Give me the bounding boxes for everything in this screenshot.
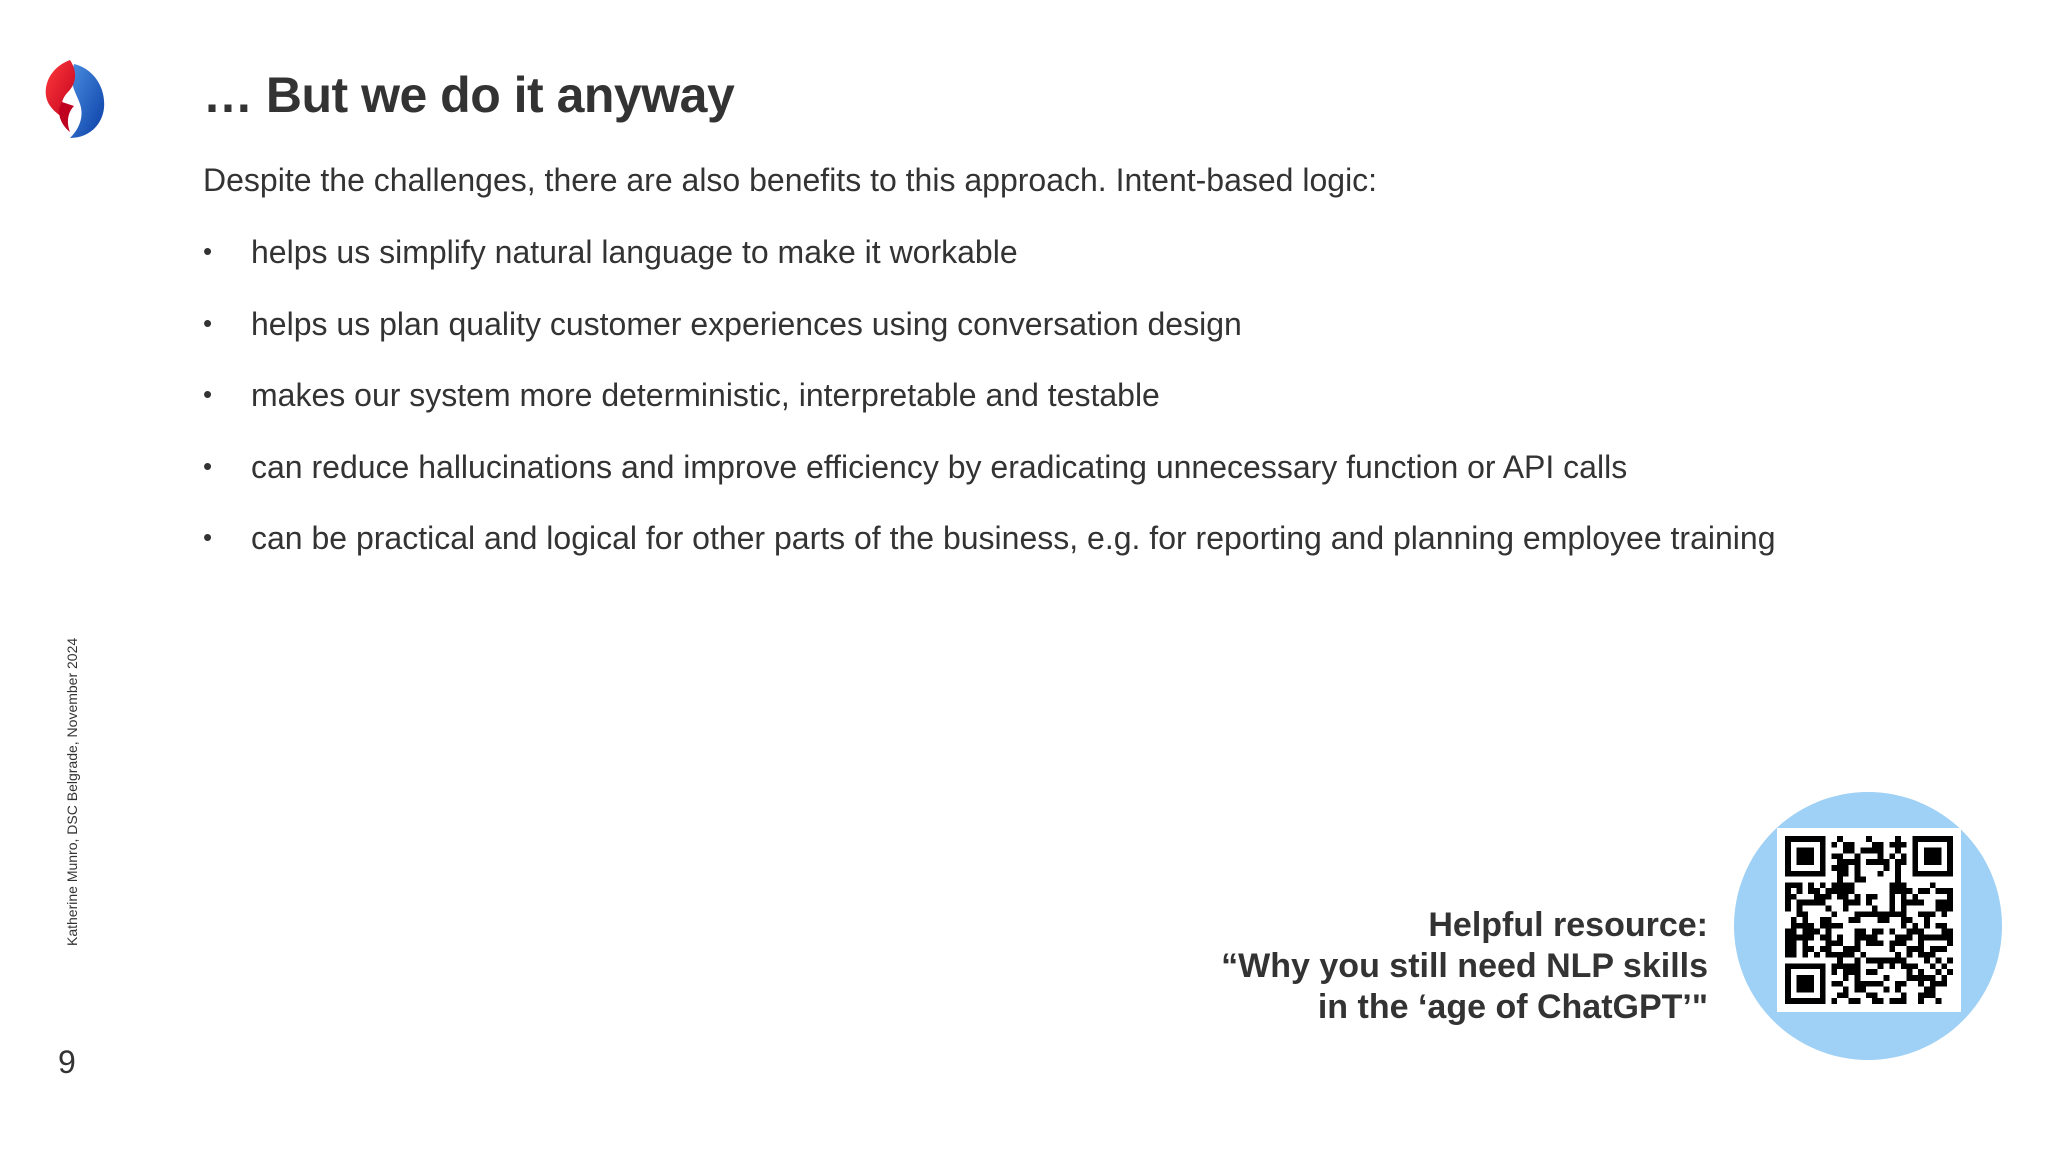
- bullet-icon: •: [203, 450, 213, 481]
- bullet-text: can reduce hallucinations and improve efficiency by eradicating unnecessary function or API calls: [251, 448, 1628, 485]
- bullet-text: helps us plan quality customer experiences using conversation design: [251, 305, 1242, 342]
- bullet-icon: •: [203, 307, 213, 338]
- qr-code[interactable]: [1777, 828, 1961, 1012]
- footer-author-text: Katherine Munro, DSC Belgrade, November 2024: [64, 637, 80, 946]
- resource-title-line-1: “Why you still need NLP skills: [1221, 947, 1708, 985]
- slide-title: … But we do it anyway: [203, 67, 735, 123]
- bullet-text: can be practical and logical for other parts of the business, e.g. for reporting and planning employee training: [251, 520, 1776, 556]
- bullet-icon: •: [203, 522, 213, 552]
- intro-text: Despite the challenges, there are also benefits to this approach. Intent-based logic:: [203, 162, 1378, 198]
- helpful-resource-text: [1221, 905, 1708, 1028]
- bullet-icon: •: [203, 236, 213, 266]
- qr-code-icon: [1785, 836, 1953, 1004]
- company-logo-icon: [40, 58, 108, 142]
- page-number: 9: [58, 1044, 76, 1080]
- resource-heading: Helpful resource:: [1428, 906, 1708, 944]
- bullet-text: makes our system more deterministic, interpretable and testable: [251, 377, 1160, 413]
- bullet-icon: •: [203, 379, 213, 409]
- bullet-text: helps us simplify natural language to make it workable: [251, 234, 1018, 270]
- resource-title-line-2: in the ‘age of ChatGPT’": [1317, 988, 1708, 1026]
